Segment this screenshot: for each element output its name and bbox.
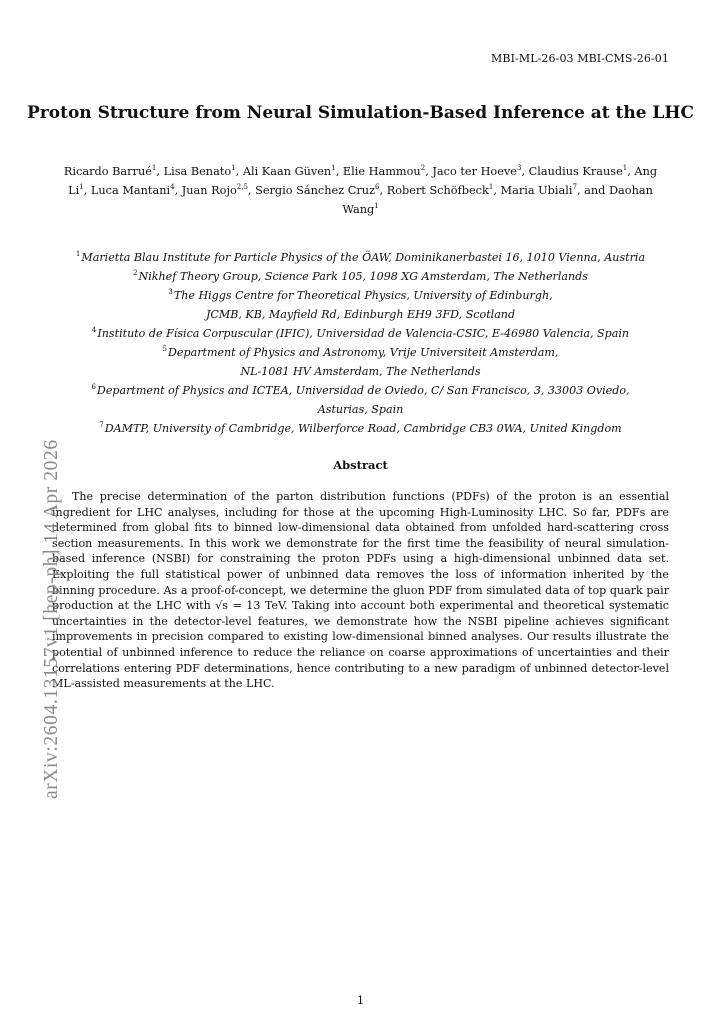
author-name: Lisa Benato <box>163 165 232 178</box>
author-separator: , <box>379 184 387 197</box>
author-name: Luca Mantani <box>90 184 171 197</box>
affiliation-line <box>40 419 681 438</box>
affiliation-line <box>40 400 681 419</box>
author-separator: , <box>247 184 256 197</box>
affiliation-text: Department of Physics and ICTEA, Universidad de Oviedo, C/ San Francisco, 3, 33003 Oviedo, <box>96 384 630 397</box>
affiliation-text: NL-1081 HV Amsterdam, The Netherlands <box>240 365 481 378</box>
author-affiliation-mark: 7 <box>572 183 577 192</box>
author-affiliation-mark: 1 <box>622 164 628 173</box>
affiliation-line <box>40 343 681 362</box>
author-affiliation-mark: 1 <box>231 164 236 173</box>
author-affiliation-mark: 2,5 <box>236 183 248 192</box>
author-affiliation-mark: 1 <box>151 164 157 173</box>
affiliation-line <box>40 362 681 381</box>
author-name: Sergio Sánchez Cruz <box>255 184 376 197</box>
author-name: Ang Li <box>68 165 658 197</box>
author-name: Elie Hammou <box>342 165 421 178</box>
affiliation-text: DAMTP, University of Cambridge, Wilberforce Road, Cambridge CB3 0WA, United Kingdom <box>104 422 622 435</box>
affiliation-text: Instituto de Física Corpuscular (IFIC), Universidad de Valencia-CSIC, E-46980 Valencia, Spain <box>97 327 630 340</box>
affiliation-number: 5 <box>162 345 168 354</box>
author-name: Daohan Wang <box>342 184 653 216</box>
author-affiliation-mark: 1 <box>488 183 494 192</box>
affiliation-text: Nikhef Theory Group, Science Park 105, 1098 XG Amsterdam, The Netherlands <box>138 270 588 283</box>
affiliation-number: 2 <box>133 269 138 278</box>
author-separator: , <box>174 184 182 197</box>
affiliation-line <box>40 305 681 324</box>
author-affiliation-mark: 2 <box>420 164 426 173</box>
author-affiliation-mark: 3 <box>516 164 522 173</box>
affiliation-number: 6 <box>91 383 96 392</box>
affiliation-text: Marietta Blau Institute for Particle Physics of the ÖAW, Dominikanerbastei 16, 1010 Vienna, Austria <box>81 251 646 264</box>
report-ids: MBI-ML-26-03 MBI-CMS-26-01 <box>491 52 669 65</box>
author-name: Ricardo Barrué <box>63 165 152 178</box>
author-name: Robert Schöfbeck <box>386 184 489 197</box>
paper-title: Proton Structure from Neural Simulation-Based Inference at the LHC <box>27 103 694 123</box>
affiliation-number: 7 <box>99 421 104 430</box>
author-separator: , <box>156 165 164 178</box>
affiliation-number: 4 <box>91 326 97 335</box>
author-affiliation-mark: 6 <box>375 183 380 192</box>
page-number: 1 <box>356 993 365 1007</box>
abstract-text: The precise determination of the parton distribution functions (PDFs) of the proton is an essential ingredient for LHC analyses, including for those at the upcoming High-Luminosity LHC. So far, PDFs are determined from global fits to binned low-dimensional data obtained from unfolded hard-scattering cross section measurements. In this work we demonstrate for the first time the feasibility of neural simulation-based inference (NSBI) for constraining the proton PDFs using a high-dimensional unbinned data set. Exploiting the full statistical power of unbinned data removes the loss of information inherited by the binning procedure. As a proof-of-concept, we determine the gluon PDF from simulated data of top quark pair production at the LHC with √s = 13 TeV. Taking into account both experimental and theoretical systematic uncertainties in the detector-level features, we demonstrate how the NSBI pipeline achieves significant improvements in precision compared to existing low-dimensional binned analyses. Our results illustrate the potential of unbinned inference to reduce the reliance on coarse approximations of uncertainties and their correlations entering PDF determinations, hence contributing to a new paradigm of unbinned detector-level ML-assisted measurements at the LHC. <box>52 490 669 691</box>
affiliation-list <box>40 248 681 438</box>
author-separator: , <box>521 165 529 178</box>
affiliation-number: 3 <box>168 288 173 297</box>
affiliation-text: The Higgs Centre for Theoretical Physics, University of Edinburgh, <box>173 289 553 302</box>
author-name: Ali Kaan Güven <box>242 165 332 178</box>
affiliation-line <box>40 381 681 400</box>
author-name: Claudius Krause <box>528 165 623 178</box>
affiliation-line <box>40 248 681 267</box>
author-separator: , and <box>576 184 609 197</box>
abstract-heading: Abstract <box>333 458 388 472</box>
author-affiliation-mark: 4 <box>170 183 175 192</box>
affiliation-line <box>40 267 681 286</box>
author-separator: , <box>627 165 635 178</box>
affiliation-line <box>40 324 681 343</box>
affiliation-text: Department of Physics and Astronomy, Vrije Universiteit Amsterdam, <box>168 346 559 359</box>
author-affiliation-mark: 1 <box>79 183 84 192</box>
author-name: Juan Rojo <box>181 184 237 197</box>
author-affiliation-mark: 1 <box>374 202 379 211</box>
affiliation-number: 1 <box>75 250 81 259</box>
affiliation-text: Asturias, Spain <box>317 403 404 416</box>
author-separator: , <box>425 165 433 178</box>
author-separator: , <box>83 184 91 197</box>
author-name: Jaco ter Hoeve <box>432 165 517 178</box>
author-name: Maria Ubiali <box>500 184 573 197</box>
affiliation-line <box>40 286 681 305</box>
author-affiliation-mark: 1 <box>331 164 336 173</box>
author-list <box>60 162 661 219</box>
author-separator: , <box>493 184 501 197</box>
affiliation-text: JCMB, KB, Mayfield Rd, Edinburgh EH9 3FD, Scotland <box>205 308 516 321</box>
author-separator: , <box>235 165 243 178</box>
arxiv-identifier-stamp: arXiv:2604.13157v1 [hep-ph] 14 Apr 2026 <box>41 439 62 799</box>
author-separator: , <box>335 165 343 178</box>
